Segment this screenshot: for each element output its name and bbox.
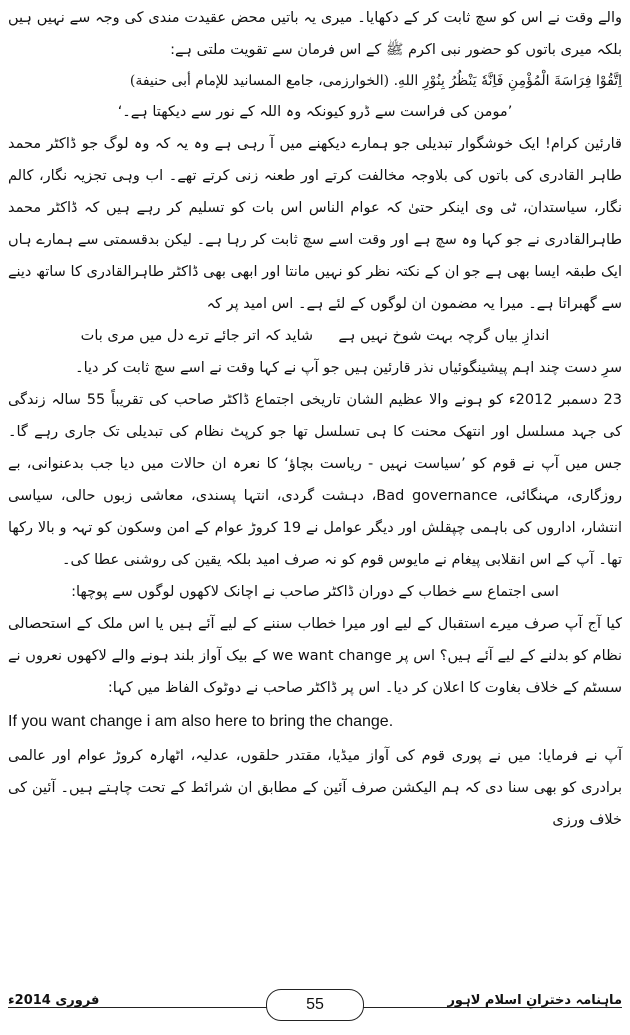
paragraph: کیا آج آپ صرف میرے استقبال کے لیے اور میرا خطاب سننے کے لیے آئے ہیں یا اس ملک کے استحصالی نظام کو بدلنے کے لیے آئے ہیں؟ اس پر we want change کے بیک آواز بلند ہونے والے لاکھوں نعروں نے سسٹم کے خلاف بغاوت کا اعلان کر دیا۔ اس پر ڈاکٹر صاحب نے دوٹوک الفاظ میں کہا: xyxy=(8,616,623,696)
hadith-translation: ’مومن کی فراست سے ڈرو کیونکہ وہ اللہ کے نور سے دیکھتا ہے۔‘ xyxy=(117,104,513,120)
paragraph: 23 دسمبر 2012ء کو ہونے والا عظیم الشان تاریخی اجتماع ڈاکٹر صاحب کی تقریباً 55 سالہ زندگی کی جہد مسلسل اور انتھک محنت کا ہی تسلسل تھا جو کرپٹ نظام کی تبدیلی تک جاری رہے گا۔ جس میں آپ نے قوم کو ’سیاست نہیں - ریاست بچاؤ‘ کا نعرہ ان حالات میں دیا جب بدعنوانی، بے روزگاری، مہنگائی، Bad governance، دہشت گردی، انتہا پسندی، معاشی زبوں حالی، سیاسی انتشار، اداروں کی باہمی چپقلش اور دیگر عوامل نے 19 کروڑ عوام کے امن وسکون کو تہہ و بالا رکھا تھا۔ آپ کے اس انقلابی پیغام نے مایوس قوم کو نہ صرف امید بلکہ یقین کی روشنی عطا کی۔ xyxy=(8,392,622,568)
page-footer xyxy=(8,989,622,1025)
poem-couplet xyxy=(8,320,622,352)
magazine-name: ماہنامہ دخترانِ اسلام لاہور xyxy=(447,993,622,1008)
poem-line: شاید کہ اتر جائے ترے دل میں مری بات xyxy=(80,328,314,344)
paragraph: اسی اجتماع سے خطاب کے دوران ڈاکٹر صاحب نے اچانک لاکھوں لوگوں سے پوچھا: xyxy=(71,584,559,600)
article-body xyxy=(8,2,622,836)
english-quote: If you want change i am also here to bring the change. xyxy=(8,713,394,730)
paragraph: سرِ دست چند اہم پیشینگوئیاں نذر قارئین ہیں جو آپ نے کہا وقت نے اسے سچ ثابت کر دیا۔ xyxy=(75,360,622,376)
poem-line: اندازِ بیاں گرچہ بہت شوخ نہیں ہے xyxy=(338,328,550,344)
paragraph: قارئین کرام! ایک خوشگوار تبدیلی جو ہمارے دیکھنے میں آ رہی ہے وہ یہ کہ وہ لوگ جو ڈاکٹر محمد طاہر القادری کی باتوں کی بلاوجہ مخالفت کرتے اور طعنہ زنی کرتے تھے۔ اب وہی تجزیہ نگار، کالم نگار، سیاستدان، ٹی وی اینکر حتیٰ کہ عوام الناس اس بات کو تسلیم کر رہے ہیں کہ ڈاکٹر محمد طاہرالقادری نے جو کہا وہ سچ ہے اور وقت اسے سچ ثابت کر رہا ہے۔ لیکن بدقسمتی سے ہمارے ہاں ایک طبقہ ایسا بھی ہے جو ان کے نکتہ نظر کو نہیں مانتا اور ابھی بھی ڈاکٹر طاہرالقادری کا ساتھ دینے سے گھبراتا ہے۔ میرا یہ مضمون ان لوگوں کے لئے ہے۔ اس امید پر کہ xyxy=(8,136,622,312)
page-number: 55 xyxy=(266,989,364,1021)
arabic-hadith: اِتَّقُوْا فِرَاسَةَ الْمُؤْمِنِ فَاِنَّهٗ یَنْظُرُ بِنُوْرِ اللهِ. (الخوارزمی، جامع المسانید للإمام أبی حنیفة) xyxy=(129,73,622,89)
paragraph: والے وقت نے اس کو سچ ثابت کر کے دکھایا۔ میری یہ باتیں محض عقیدت مندی کی وجہ سے نہیں ہیں بلکہ میری باتوں کو حضور نبی اکرم ﷺ کے اس فرمان سے تقویت ملتی ہے: xyxy=(8,10,622,58)
issue-date: فروری 2014ء xyxy=(8,993,100,1008)
paragraph: آپ نے فرمایا: میں نے پوری قوم کی آواز میڈیا، مقتدر حلقوں، عدلیہ، اٹھارہ کروڑ عوام اور عالمی برادری کو بھی سنا دی کہ ہم الیکشن صرف آئین کے مطابق ان شرائط کے تحت چاہتے ہیں۔ آئین کی خلاف ورزی xyxy=(8,748,622,828)
